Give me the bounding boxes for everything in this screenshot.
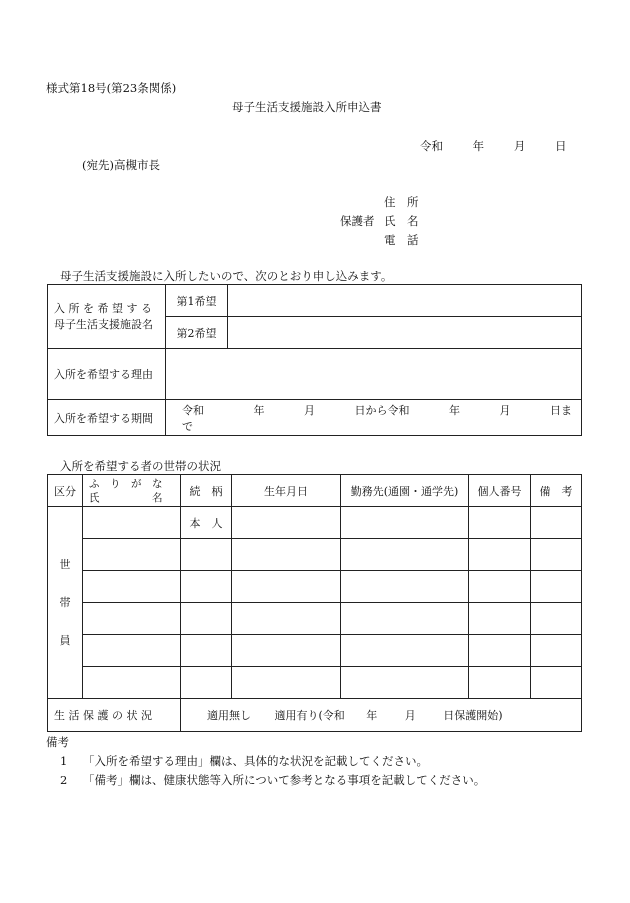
date-month: 月 [513,139,526,153]
date-line [420,138,566,154]
header-workplace: 勤務先(通園・通学先) [341,475,469,507]
choice2-field[interactable] [228,317,582,349]
date-year: 年 [472,139,485,153]
header-relation: 続 柄 [181,475,232,507]
self-relation: 本 人 [181,507,232,539]
member-birthdate-cell[interactable] [232,635,341,667]
member-id-cell[interactable] [469,603,531,635]
member-relation-cell[interactable] [181,603,232,635]
addressee: (宛先)高槻市長 [82,158,160,172]
date-era: 令和 [420,139,443,153]
member-name-cell[interactable] [83,539,181,571]
member-relation-cell[interactable] [181,539,232,571]
household-section-title: 入所を希望する者の世帯の状況 [60,459,221,473]
member-relation-cell[interactable] [181,635,232,667]
member-id-cell[interactable] [469,635,531,667]
notes-title: 備考 [46,735,69,749]
member-workplace-cell[interactable] [341,635,469,667]
member-id-cell[interactable] [469,667,531,699]
member-name-cell[interactable] [83,603,181,635]
intro-text: 母子生活支援施設に入所したいので、次のとおり申し込みます。 [60,269,393,283]
choice1-label: 第1希望 [166,285,228,317]
member-birthdate-cell[interactable] [232,667,341,699]
header-birthdate: 生年月日 [232,475,341,507]
form-number: 様式第18号(第23条関係) [46,81,177,95]
welfare-label: 生 活 保 護 の 状 況 [48,699,181,732]
member-birthdate-cell[interactable] [232,571,341,603]
guardian-phone-label: 電 話 [384,233,419,247]
member-remarks-cell[interactable] [531,571,582,603]
member-relation-cell[interactable] [181,571,232,603]
member-remarks-cell[interactable] [531,635,582,667]
household-table [47,474,582,732]
member-remarks-cell[interactable] [531,507,582,539]
guardian-label: 保護者 [340,214,375,228]
note-item-1: 1 「入所を希望する理由」欄は、具体的な状況を記載してください。 [60,754,428,768]
choice2-label: 第2希望 [166,317,228,349]
member-remarks-cell[interactable] [531,603,582,635]
reason-label: 入所を希望する理由 [48,349,166,400]
form-title: 母子生活支援施設入所申込書 [232,100,382,114]
note-item-2: 2 「備考」欄は、健康状態等入所について参考となる事項を記載してください。 [60,773,486,787]
members-label: 世 帯 員 [48,507,83,699]
header-id-number: 個人番号 [469,475,531,507]
member-name-cell[interactable] [83,667,181,699]
member-birthdate-cell[interactable] [232,507,341,539]
member-birthdate-cell[interactable] [232,603,341,635]
period-label: 入所を希望する期間 [48,400,166,436]
choice1-field[interactable] [228,285,582,317]
member-id-cell[interactable] [469,539,531,571]
member-workplace-cell[interactable] [341,507,469,539]
member-birthdate-cell[interactable] [232,539,341,571]
member-name-cell[interactable] [83,507,181,539]
member-relation-cell[interactable] [181,667,232,699]
member-name-cell[interactable] [83,635,181,667]
period-field[interactable]: 令和 年 月 日から令和 年 月 日まで [166,400,582,436]
member-workplace-cell[interactable] [341,571,469,603]
application-table [47,284,582,436]
header-remarks: 備 考 [531,475,582,507]
facility-label: 入 所 を 希 望 す る 母子生活支援施設名 [48,285,166,349]
member-id-cell[interactable] [469,507,531,539]
header-furigana-name: ふ り が な 氏 名 [83,475,181,507]
header-category: 区分 [48,475,83,507]
welfare-status[interactable]: 適用無し 適用有り(令和 年 月 日保護開始) [181,699,582,732]
guardian-address-label: 住 所 [384,195,419,209]
member-remarks-cell[interactable] [531,667,582,699]
member-workplace-cell[interactable] [341,667,469,699]
reason-field[interactable] [166,349,582,400]
guardian-name-label: 氏 名 [384,214,419,228]
member-remarks-cell[interactable] [531,539,582,571]
date-day: 日 [554,139,567,153]
member-name-cell[interactable] [83,571,181,603]
member-workplace-cell[interactable] [341,603,469,635]
member-id-cell[interactable] [469,571,531,603]
member-workplace-cell[interactable] [341,539,469,571]
